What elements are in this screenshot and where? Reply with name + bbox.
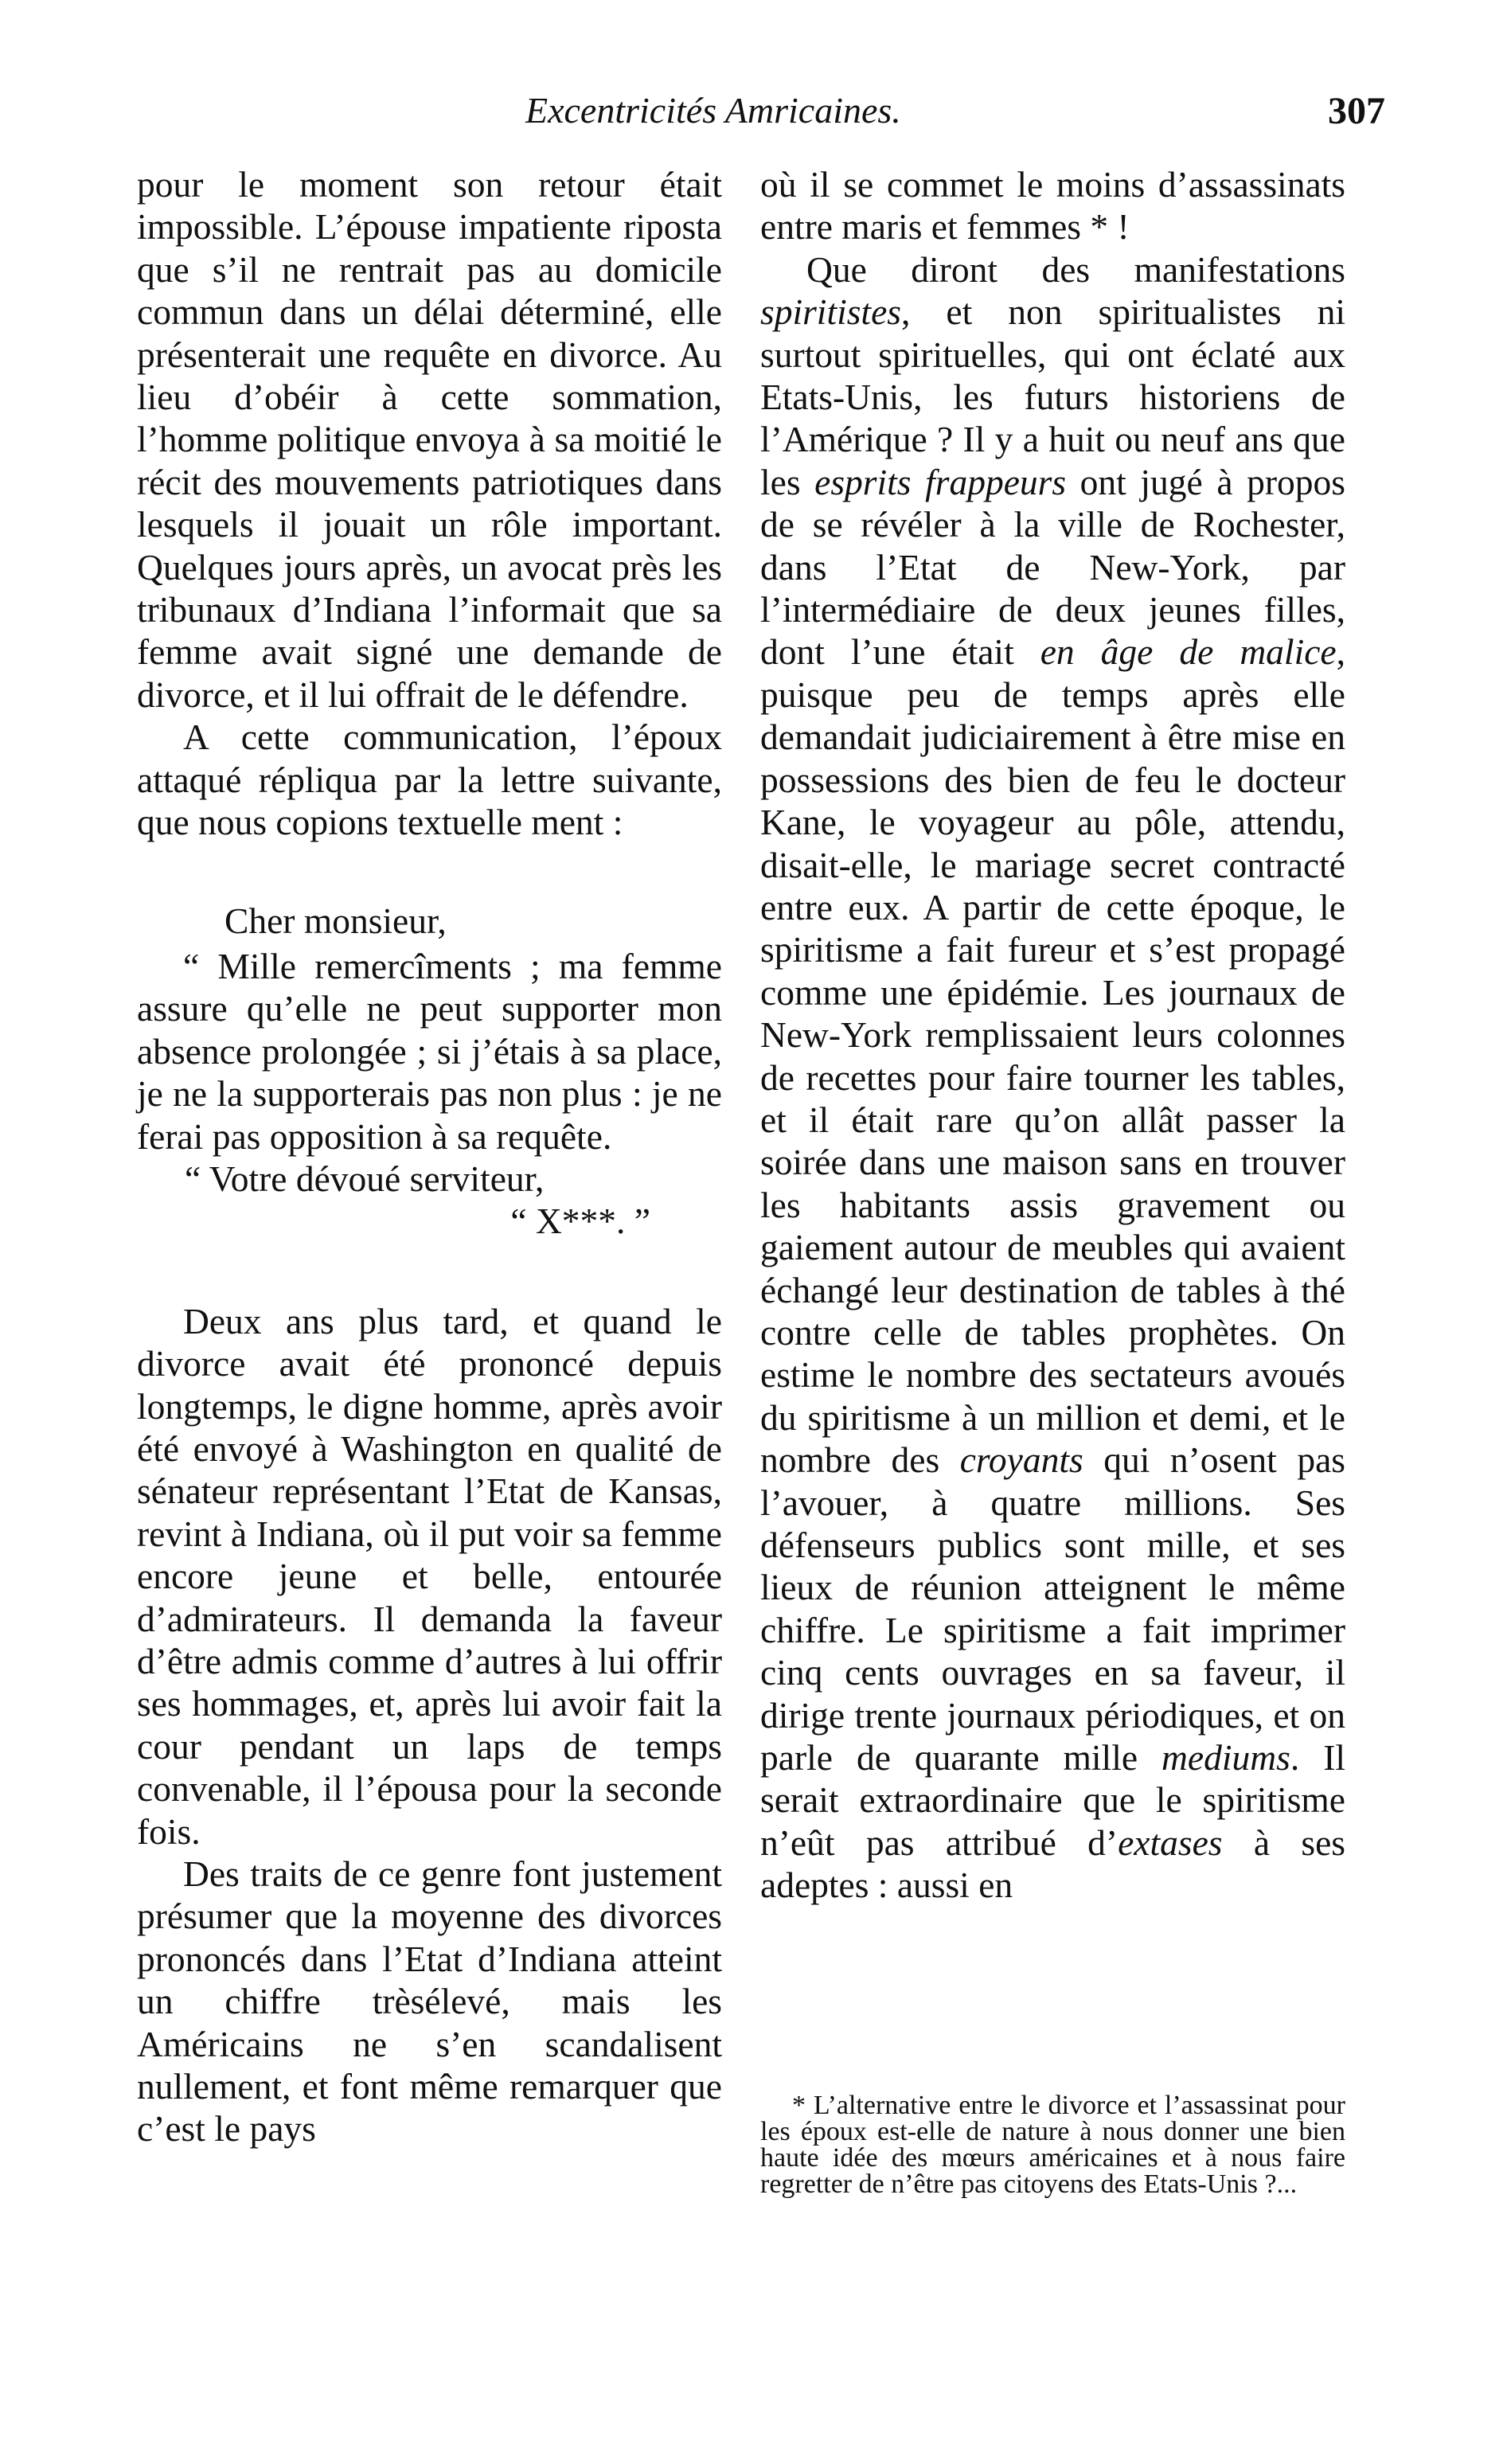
left-column <box>137 163 722 2150</box>
text-run: Que diront des manifestations <box>806 248 1345 290</box>
text-run: qui n’osent pas l’avouer, à quatre millions. Ses défenseurs publics sont mille, et ses lieux de réunion atteignent le même chiffre. Le spiritisme a fait imprimer cinq cents ouvrages en sa faveur, il dirige trente journaux périodiques, et on parle de quarante mille <box>760 1439 1345 1779</box>
italic-run: en âge de malice <box>1040 631 1337 673</box>
paragraph <box>760 248 1345 1907</box>
paragraph: Deux ans plus tard, et quand le divorce avait été prononcé depuis longtemps, le digne homme, après avoir été envoyé à Washington en qualité de sénateur représentant l’Etat de Kansas, revint à Indiana, où il put voir sa femme encore jeune et belle, entourée d’admirateurs. Il demanda la faveur d’être admis comme d’autres à lui offrir ses hommages, et, après lui avoir fait la cour pendant un laps de temps convenable, il l’épousa pour la seconde fois. <box>137 1300 722 1852</box>
paragraph: Des traits de ce genre font justement présumer que la moyenne des divorces prononcés dans l’Etat d’Indiana atteint un chiffre trèsélevé, mais les Américains ne s’en scandalisent nullement, et font même remarquer que c’est le pays <box>137 1853 722 2150</box>
text-run: à ses adeptes : aussi en <box>760 1822 1345 1906</box>
italic-run: esprits frappeurs <box>814 461 1067 502</box>
page-header <box>127 89 1385 145</box>
paragraph: où il se commet le moins d’assassinats entre maris et femmes * ! <box>760 164 1345 248</box>
page-number: 307 <box>1328 90 1385 132</box>
running-title: Excentricités Amricaines. <box>525 90 901 131</box>
letter-salutation: Cher monsieur, <box>224 900 447 941</box>
text-run: . Il serait extraordinaire que le spiritisme n’eût pas attribué d’ <box>760 1737 1345 1863</box>
text-run: ont jugé à propos de se révéler à la ville de Rochester, dans l’Etat de New-York, par l’intermédiaire de deux jeunes filles, dont l’une était <box>760 461 1345 673</box>
italic-run: croyants <box>959 1439 1083 1481</box>
italic-run: extases <box>1118 1822 1223 1863</box>
italic-run: spiritistes <box>760 291 901 333</box>
footnote <box>760 2092 1345 2197</box>
letter-body: “ Mille remercîments ; ma femme assure qu’elle ne peut supporter mon absence prolongée ; si j’étais à sa place, je ne la supporterais pas non plus : je ne ferai pas opposition à sa requête. <box>137 945 722 1157</box>
paragraph: A cette communication, l’époux attaqué répliqua par la lettre suivante, que nous copions textuelle ment : <box>137 717 722 843</box>
right-column <box>760 163 1345 1907</box>
text-run: , puisque peu de temps après elle demandait judiciairement à être mise en possessions des bien de feu le docteur Kane, le voyageur au pôle, attendu, disait-elle, le mariage secret contracté entre eux. A partir de cette époque, le spiritisme a fait fureur et s’est propagé comme une épidémie. Les journaux de New-York remplissaient leurs colonnes de recettes pour faire tourner les tables, et il était rare qu’on allât passer la soirée dans une maison sans en trouver les habitants assis gravement ou gaiement autour de meubles qui avaient échangé leur destination de tables à thé contre celle de tables prophètes. On estime le nombre des sectateurs avoués du spiritisme à un million et demi, et le nombre des <box>760 631 1345 1481</box>
text-run: , et non spiritualistes ni surtout spirituelles, qui ont éclaté aux Etats-Unis, les futurs historiens de l’Amérique ? Il y a huit ou neuf ans que les <box>760 291 1345 502</box>
paragraph: pour le moment son retour était impossible. L’épouse impatiente riposta que s’il ne rentrait pas au domicile commun dans un délai déterminé, elle présenterait une requête en divorce. Au lieu d’obéir à cette sommation, l’homme politique envoya à sa moitié le récit des mouvements patriotiques dans lesquels il jouait un rôle important. Quelques jours après, un avocat près les tribunaux d’Indiana l’informait que sa femme avait signé une demande de divorce, et il lui offrait de le défendre. <box>137 164 722 715</box>
letter-signature: “ X***. ” <box>510 1201 650 1242</box>
footnote-text: * L’alternative entre le divorce et l’assassinat pour les époux est-elle de nature à nous donner une bien haute idée des mœurs américaines et à nous faire regretter de n’être pas citoyens des Etats-Unis ?... <box>760 2091 1345 2199</box>
italic-run: mediums <box>1161 1737 1290 1779</box>
letter-closing: “ Votre dévoué serviteur, <box>185 1158 545 1199</box>
